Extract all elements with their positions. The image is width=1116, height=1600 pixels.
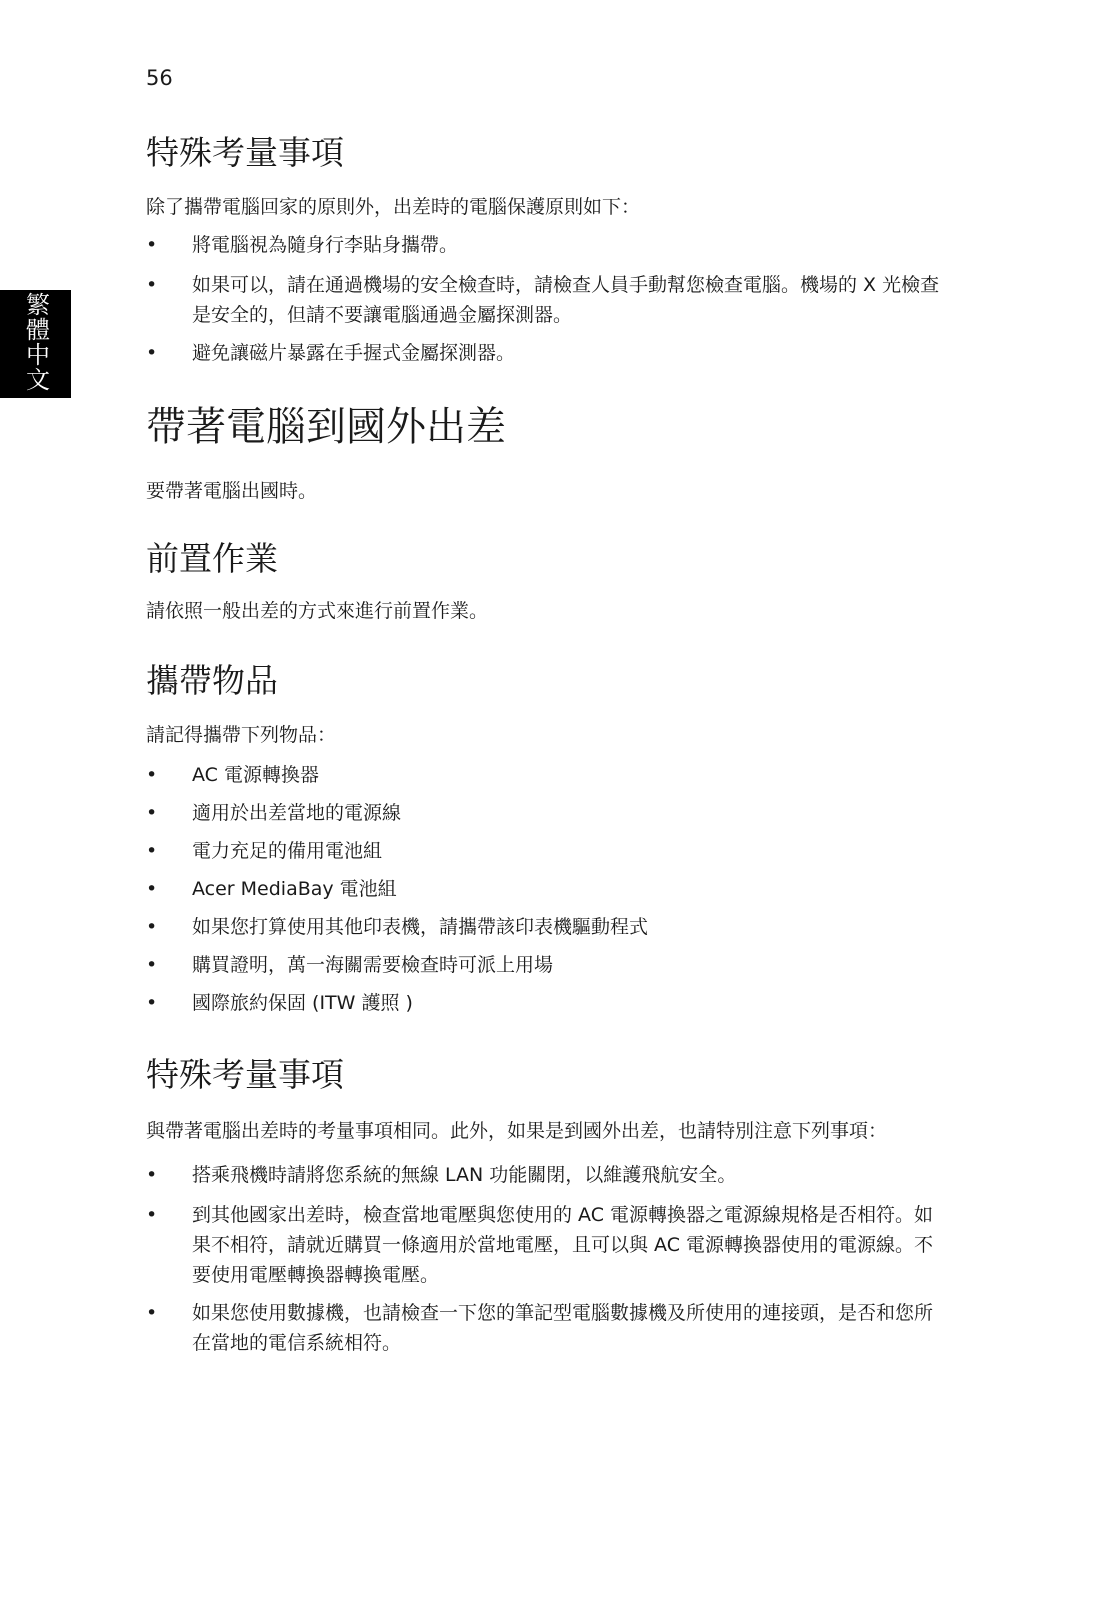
bullet-icon: • bbox=[146, 1204, 158, 1226]
list-item-text: 到其他國家出差時，檢查當地電壓與您使用的 AC 電源轉換器之電源線規格是否相符。如果不相符，請就近購買一條適用於當地電壓，且可以與 AC 電源轉換器使用的電源線。不要使用電壓轉換器轉換電壓。 bbox=[192, 1204, 934, 1286]
language-side-tab-label: 繁體中文 bbox=[21, 292, 50, 392]
list-item bbox=[146, 836, 946, 866]
section-intro: 請依照一般出差的方式來進行前置作業。 bbox=[146, 600, 489, 622]
list-item-text: 國際旅約保固 (ITW 護照 ) bbox=[192, 992, 413, 1014]
list-item bbox=[146, 950, 946, 980]
bullet-icon: • bbox=[146, 916, 158, 938]
section-intro: 與帶著電腦出差時的考量事項相同。此外，如果是到國外出差，也請特別注意下列事項： bbox=[146, 1120, 888, 1142]
section-intro: 除了攜帶電腦回家的原則外，出差時的電腦保護原則如下： bbox=[146, 196, 641, 218]
list-item-text: 搭乘飛機時請將您系統的無線 LAN 功能關閉，以維護飛航安全。 bbox=[192, 1164, 737, 1186]
bullet-icon: • bbox=[146, 342, 158, 364]
list-item-text: 避免讓磁片暴露在手握式金屬探測器。 bbox=[192, 342, 516, 364]
page-content bbox=[146, 130, 946, 1358]
bullet-icon: • bbox=[146, 274, 158, 296]
list-item bbox=[146, 1200, 946, 1290]
bullet-list bbox=[146, 760, 946, 1018]
list-item bbox=[146, 338, 946, 368]
list-item bbox=[146, 988, 946, 1018]
list-item-text: 電力充足的備用電池組 bbox=[192, 840, 383, 862]
bullet-icon: • bbox=[146, 1302, 158, 1324]
bullet-icon: • bbox=[146, 992, 158, 1014]
list-item-text: AC 電源轉換器 bbox=[192, 764, 319, 786]
list-item bbox=[146, 798, 946, 828]
list-item bbox=[146, 230, 946, 260]
list-item-text: 適用於出差當地的電源線 bbox=[192, 802, 402, 824]
list-item-text: 購買證明，萬一海關需要檢查時可派上用場 bbox=[192, 954, 554, 976]
list-item bbox=[146, 874, 946, 904]
section-heading: 帶著電腦到國外出差 bbox=[146, 404, 506, 450]
list-item-text: 將電腦視為隨身行李貼身攜帶。 bbox=[192, 234, 459, 256]
page-number: 56 bbox=[146, 66, 173, 90]
bullet-icon: • bbox=[146, 234, 158, 256]
list-item-text: 如果您使用數據機，也請檢查一下您的筆記型電腦數據機及所使用的連接頭，是否和您所在當地的電信系統相符。 bbox=[192, 1302, 934, 1354]
list-item-text: 如果可以，請在通過機場的安全檢查時，請檢查人員手動幫您檢查電腦。機場的 X 光檢查是安全的，但請不要讓電腦通過金屬探測器。 bbox=[192, 274, 940, 326]
bullet-icon: • bbox=[146, 764, 158, 786]
language-side-tab bbox=[0, 290, 71, 398]
list-item bbox=[146, 912, 946, 942]
bullet-list bbox=[146, 1160, 946, 1358]
list-item bbox=[146, 270, 946, 330]
section-heading: 前置作業 bbox=[146, 539, 278, 578]
section-heading: 特殊考量事項 bbox=[146, 1055, 344, 1094]
section-intro: 請記得攜帶下列物品： bbox=[146, 724, 337, 746]
bullet-icon: • bbox=[146, 878, 158, 900]
bullet-list bbox=[146, 230, 946, 368]
list-item bbox=[146, 1298, 946, 1358]
bullet-icon: • bbox=[146, 802, 158, 824]
list-item-text: 如果您打算使用其他印表機，請攜帶該印表機驅動程式 bbox=[192, 916, 649, 938]
section-heading: 特殊考量事項 bbox=[146, 133, 344, 172]
bullet-icon: • bbox=[146, 1164, 158, 1186]
list-item bbox=[146, 1160, 946, 1190]
list-item-text: Acer MediaBay 電池組 bbox=[192, 878, 397, 900]
bullet-icon: • bbox=[146, 840, 158, 862]
section-intro: 要帶著電腦出國時。 bbox=[146, 480, 318, 502]
section-heading: 攜帶物品 bbox=[146, 661, 278, 700]
bullet-icon: • bbox=[146, 954, 158, 976]
list-item bbox=[146, 760, 946, 790]
